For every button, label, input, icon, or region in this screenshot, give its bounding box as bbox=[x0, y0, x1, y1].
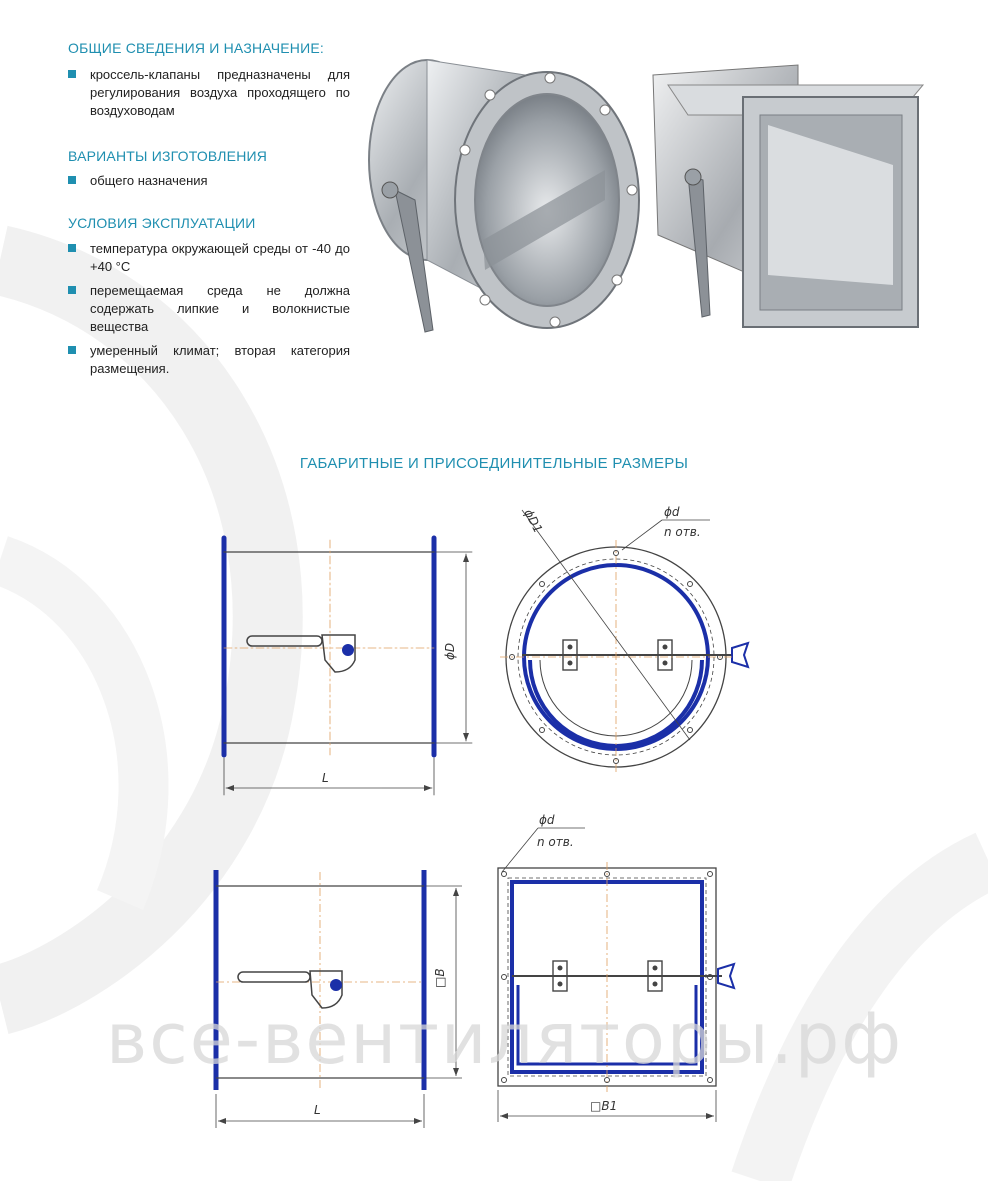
dimensions-title: ГАБАРИТНЫЕ И ПРИСОЕДИНИТЕЛЬНЫЕ РАЗМЕРЫ bbox=[299, 455, 689, 472]
section-title-variants: ВАРИАНТЫ ИЗГОТОВЛЕНИЯ bbox=[68, 148, 268, 164]
label-phid-round: ϕd bbox=[664, 505, 680, 519]
watermark: все-вентиляторы.рф bbox=[106, 998, 904, 1080]
section-title-conditions: УСЛОВИЯ ЭКСПЛУАТАЦИИ bbox=[68, 215, 256, 231]
list-item: общего назначения bbox=[68, 172, 350, 190]
list-item: температура окружающей среды от -40 до +40 °С bbox=[68, 240, 350, 276]
label-n-holes-square: n отв. bbox=[537, 835, 574, 849]
section-title-general: ОБЩИЕ СВЕДЕНИЯ И НАЗНАЧЕНИЕ: bbox=[68, 40, 324, 56]
round-side-view bbox=[224, 538, 472, 795]
label-phiD1: ϕD1 bbox=[521, 506, 546, 536]
label-phiD: ϕD bbox=[443, 642, 457, 660]
label-L-round: L bbox=[322, 771, 329, 785]
label-B1: □B1 bbox=[590, 1099, 618, 1113]
round-front-view bbox=[500, 510, 748, 775]
list-item: перемещаемая среда не должна содержать липкие и волокнистые вещества bbox=[68, 282, 350, 336]
label-phid-square: ϕd bbox=[539, 813, 555, 827]
label-n-holes-round: n отв. bbox=[664, 525, 701, 539]
label-B: □B bbox=[433, 968, 447, 988]
label-L-square: L bbox=[314, 1103, 321, 1117]
list-item: умеренный климат; вторая категория размещения. bbox=[68, 342, 350, 378]
list-item: кроссель-клапаны предназначены для регулирования воздуха проходящего по воздуховодам bbox=[68, 66, 350, 120]
